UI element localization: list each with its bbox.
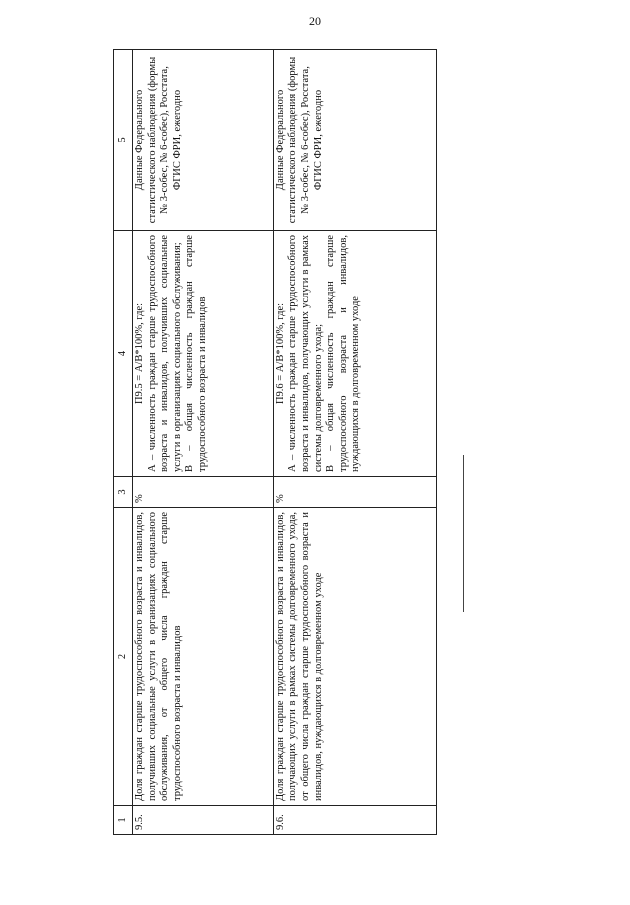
- indicator-name: Доля граждан старше трудоспособного возраста и инвалидов, получивших социальные услуги в организациях социального обслуживания, от общего числа граждан старше трудоспособного возраста и инвалидов: [133, 508, 274, 806]
- formula: П9.5 = А/В*100%, где:: [134, 302, 145, 405]
- page-number: 20: [309, 14, 321, 28]
- indicator-table: [113, 49, 437, 835]
- definition-a: А – численность граждан старше трудоспособного возраста и инвалидов, получивших социальные услуги в организациях социального обслуживания;: [146, 235, 183, 472]
- unit: %: [273, 477, 436, 508]
- header-cell-5: 5: [114, 50, 133, 231]
- calculation-method: [133, 231, 274, 477]
- rotated-table-content: [113, 55, 437, 835]
- unit: %: [133, 477, 274, 508]
- header-cell-1: 1: [114, 806, 133, 835]
- definition-a: А – численность граждан старше трудоспособного возраста и инвалидов, получающих услуги в рамках системы долговременного ухода;: [287, 235, 324, 472]
- table-row: [273, 50, 436, 835]
- table-header-row: [114, 50, 133, 835]
- separator-line: [463, 455, 464, 612]
- formula: П9.6 = А/В*100%, где:: [274, 302, 286, 405]
- data-source: Данные Федерального статистического наблюдения (формы № 3-собес, № 6-собес), Росстата, ФГИС ФРИ, ежегодно: [273, 50, 436, 231]
- definition-b: В – общая численность граждан старше трудоспособного возраста и инвалидов: [184, 235, 208, 472]
- row-number: 9.6.: [273, 806, 436, 835]
- data-source: Данные Федерального статистического наблюдения (формы № 3-собес, № 6-собес), Росстата, ФГИС ФРИ, ежегодно: [133, 50, 274, 231]
- rotated-table-frame: [113, 55, 437, 835]
- calculation-method: [273, 231, 436, 477]
- table-row: [133, 50, 274, 835]
- row-number: 9.5.: [133, 806, 274, 835]
- indicator-name: Доля граждан старше трудоспособного возраста и инвалидов, получающих услуги в рамках системы долговременного ухода, от общего числа граждан старше трудоспособного возраста и инвалидов, нуждающихся в долговременном уходе: [273, 508, 436, 806]
- definition-b: В – общая численность граждан старше трудоспособного возраста и инвалидов, нуждающихся в долговременном уходе: [325, 235, 362, 472]
- header-cell-2: 2: [114, 508, 133, 806]
- header-cell-3: 3: [114, 477, 133, 508]
- header-cell-4: 4: [114, 231, 133, 477]
